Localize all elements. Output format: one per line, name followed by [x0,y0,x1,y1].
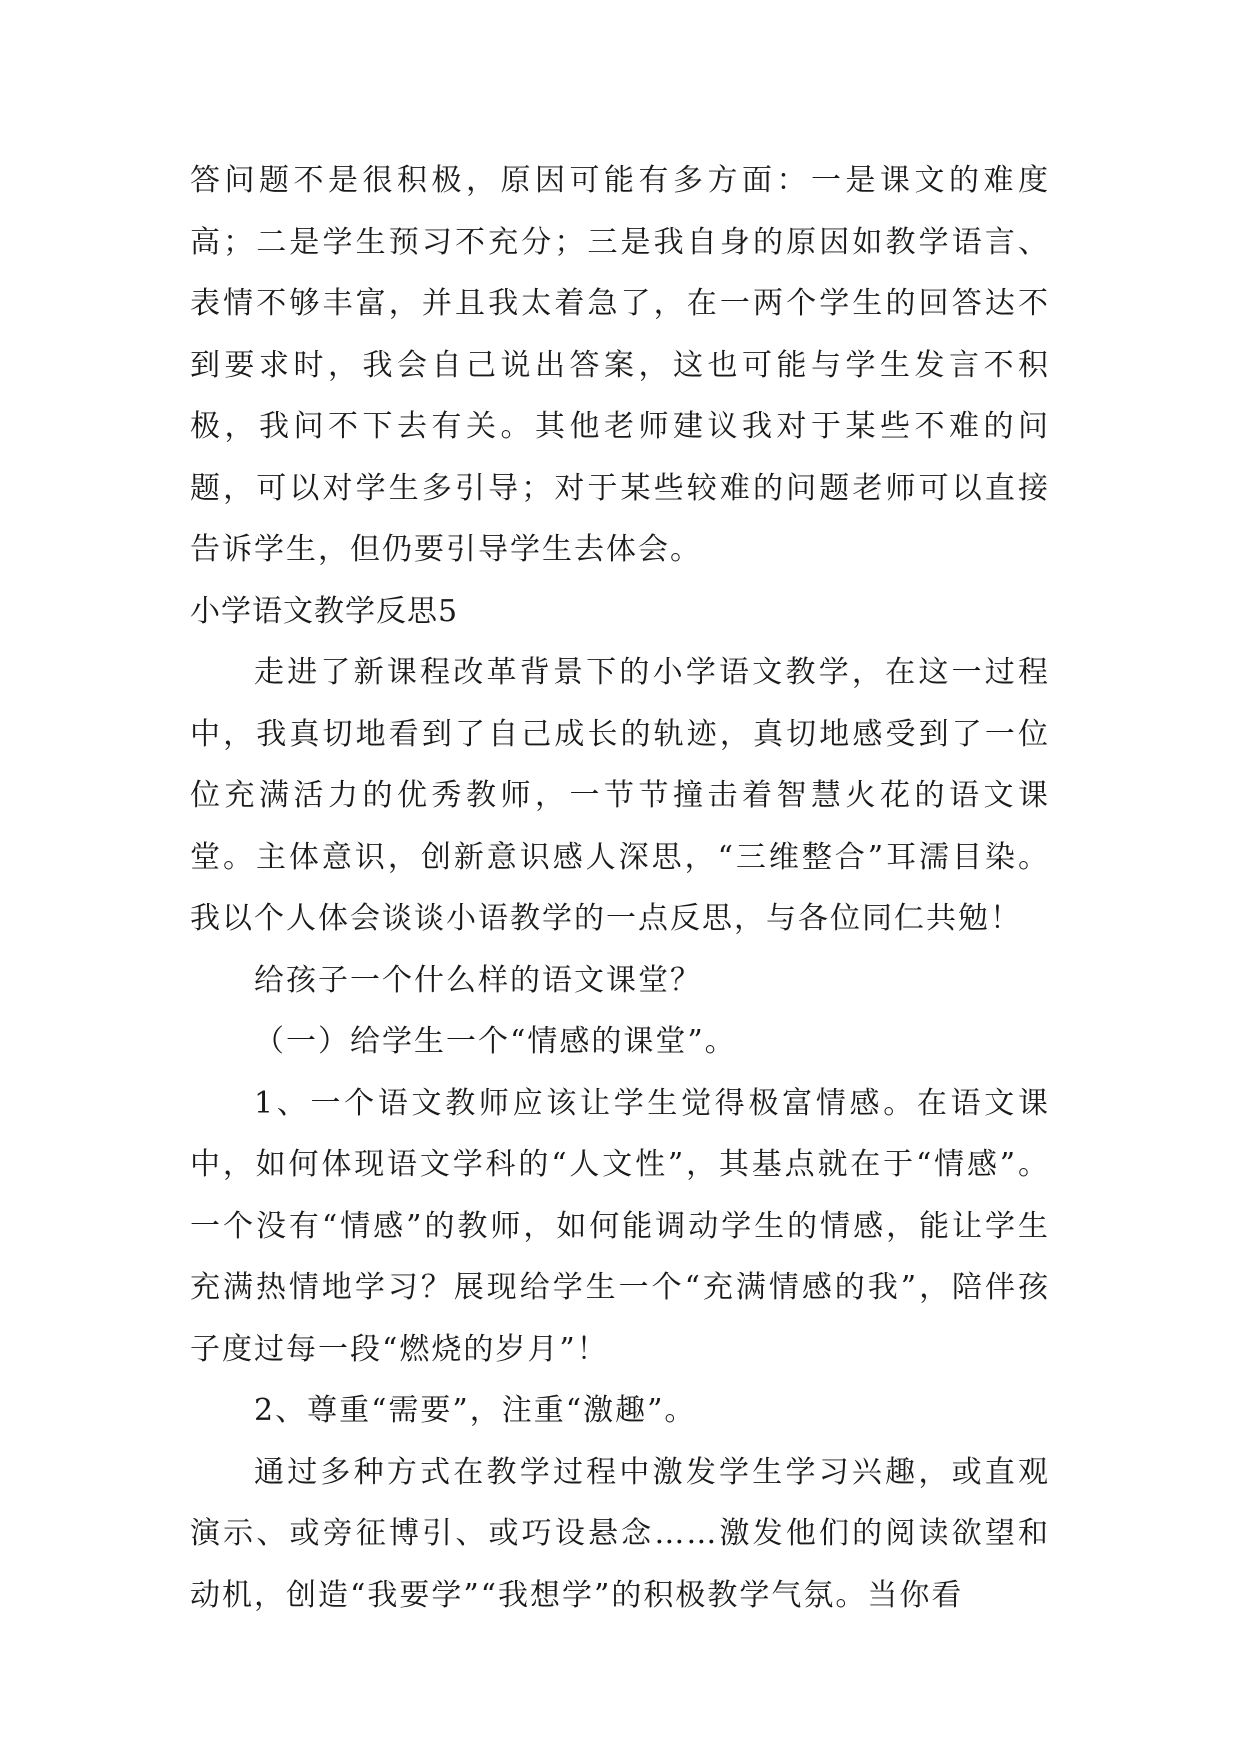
paragraph-intro: 走进了新课程改革背景下的小学语文教学，在这一过程中，我真切地看到了自己成长的轨迹，真切地感受到了一位位充满活力的优秀教师，一节节撞击着智慧火花的语文课堂。主体意识，创新意识感人深思，“三维整合”耳濡目染。我以个人体会谈谈小语教学的一点反思，与各位同仁共勉！ [190,655,1050,936]
paragraph-point-1: 1、一个语文教师应该让学生觉得极富情感。在语文课中，如何体现语文学科的“人文性”，其基点就在于“情感”。一个没有“情感”的教师，如何能调动学生的情感，能让学生充满热情地学习？展现给学生一个“充满情感的我”，陪伴孩子度过每一段“燃烧的岁月”！ [190,1085,1050,1367]
paragraph-point-2: 2、尊重“需要”，注重“激趣”。 [254,1393,697,1428]
paragraph-point-2-body: 通过多种方式在教学过程中激发学生学习兴趣，或直观演示、或旁征博引、或巧设悬念……激发他们的阅读欲望和动机，创造“我要学”“我想学”的积极教学气氛。当你看 [190,1454,1050,1613]
paragraph-subheading-1: （一）给学生一个“情感的课堂”。 [254,1024,737,1059]
section-heading: 小学语文教学反思5 [190,593,459,629]
paragraph-continuation: 答问题不是很积极，原因可能有多方面：一是课文的难度高；二是学生预习不充分；三是我自身的原因如教学语言、表情不够丰富，并且我太着急了，在一两个学生的回答达不到要求时，我会自己说出答案，这也可能与学生发言不积极，我问不下去有关。其他老师建议我对于某些不难的问题，可以对学生多引导；对于某些较难的问题老师可以直接告诉学生，但仍要引导学生去体会。 [190,163,1050,567]
paragraph-question: 给孩子一个什么样的语文课堂？ [254,962,702,998]
document-page [190,150,1050,1626]
